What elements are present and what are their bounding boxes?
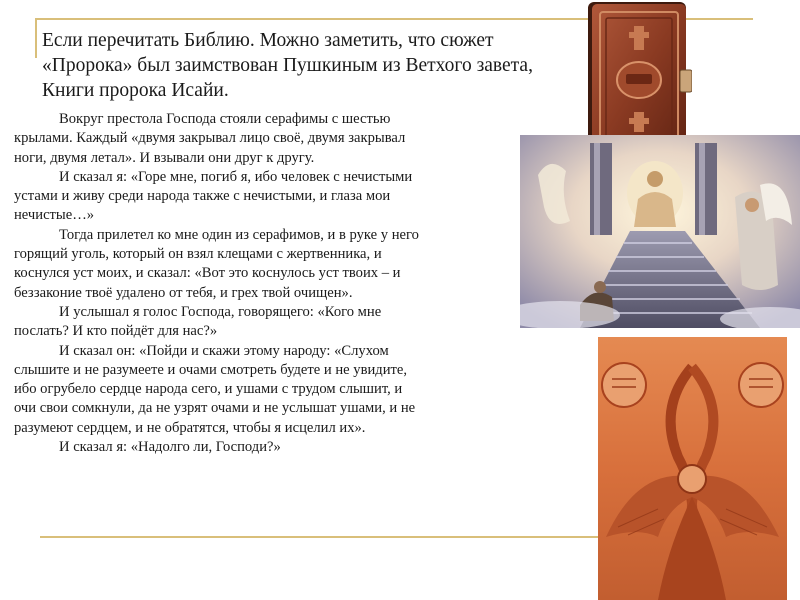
passage-line: Вокруг престола Господа стояли серафимы с шестью (59, 111, 391, 127)
passage-line: Тогда прилетел ко мне один из серафимов, и в руке у него (59, 226, 419, 243)
slide-title (42, 28, 582, 103)
passage-line: устами и живу среди народа также с нечистыми, и глаза мои (14, 188, 391, 205)
passage-line: горящий уголь, который он взял клещами с жертвенника, и (14, 246, 382, 263)
passage-line: ноги, двумя летал». И взывали они друг к другу. (14, 149, 315, 166)
seraph-fresco-image (598, 337, 787, 600)
passage-line: очи свои сомкнули, да не узрят очами и не услышат ушами, и не (14, 400, 416, 417)
passage-line: И услышал я голос Господа, говорящего: «Кого мне (59, 303, 382, 320)
passage-line: крылами. Каждый «двумя закрывал лицо своё, двумя закрывал (14, 130, 406, 147)
passage-line: И сказал я: «Надолго ли, Господи?» (59, 439, 281, 456)
throne-seraphim-painting (520, 135, 800, 328)
left-accent-rule (35, 18, 37, 58)
scripture-passage (14, 110, 514, 457)
passage-line: коснулся уст моих, и сказал: «Вот это коснулось уст твоих – и (14, 265, 401, 282)
passage-line: слышите и не разумеете и очами смотреть будете и не увидите, (14, 361, 408, 378)
passage-line: разумеют сердцем, и не обратятся, чтобы я исцелил их». (14, 419, 366, 436)
passage-line: нечистые…» (14, 207, 95, 224)
title-line: Книги пророка Исайи. (42, 80, 229, 101)
passage-line: беззаконие твоё удалено от тебя, и грех твой очищен». (14, 284, 353, 301)
title-line: Если перечитать Библию. Можно заметить, что сюжет (42, 30, 494, 51)
passage-line: И сказал он: «Пойди и скажи этому народу: «Слухом (59, 342, 389, 359)
passage-line: И сказал я: «Горе мне, погиб я, ибо человек с нечистыми (59, 168, 413, 185)
passage-line: послать? И кто пойдёт для нас?» (14, 323, 218, 340)
passage-line: ибо огрубело сердце народа сего, и ушами с трудом слышит, и (14, 381, 403, 398)
title-line: «Пророка» был заимствован Пушкиным из Ветхого завета, (42, 55, 533, 76)
